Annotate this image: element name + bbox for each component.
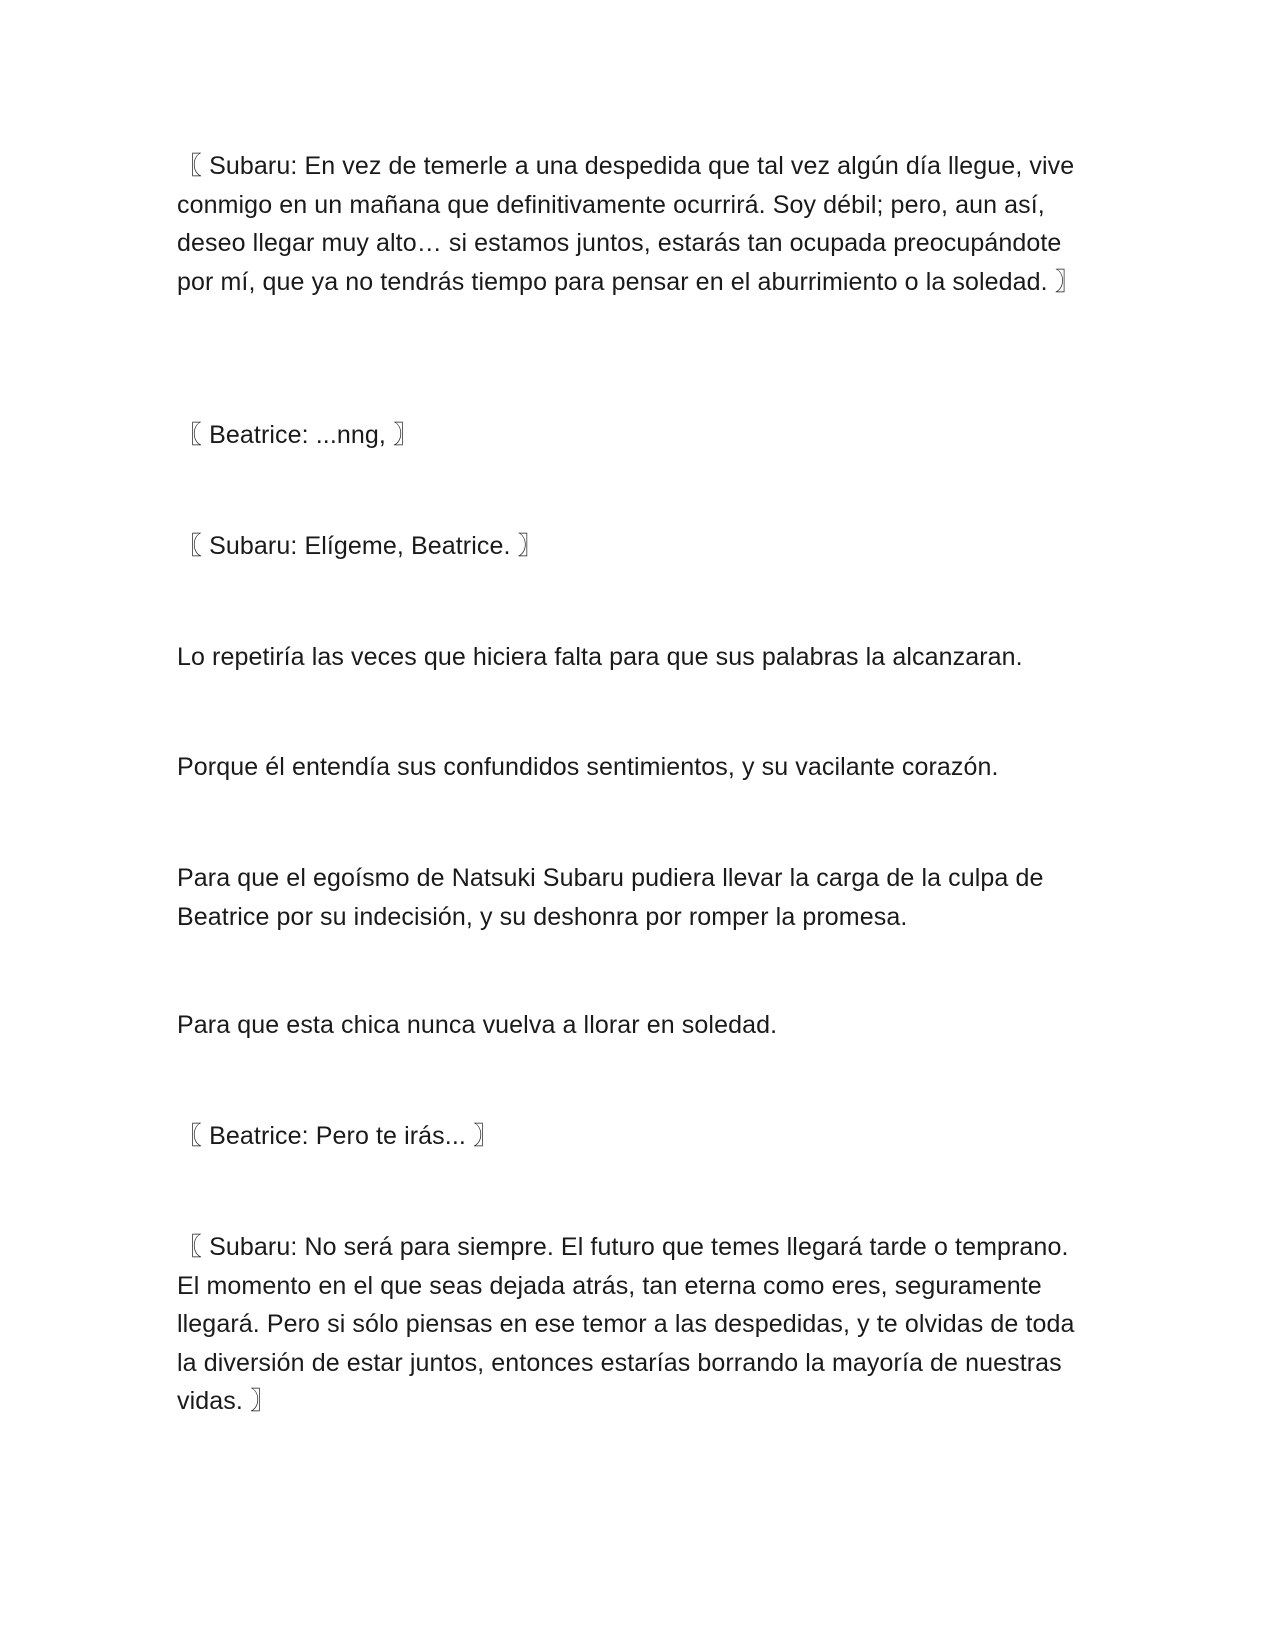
paragraph-beatrice-dialogue-2: 〖 Beatrice: Pero te irás... 〗 bbox=[177, 1122, 499, 1150]
paragraph-beatrice-dialogue-1: 〖 Beatrice: ...nng, 〗 bbox=[177, 421, 419, 449]
paragraph-narration-4: Para que esta chica nunca vuelva a llorar en soledad. bbox=[177, 1011, 778, 1039]
paragraph-subaru-dialogue-2: 〖 Subaru: Elígeme, Beatrice. 〗 bbox=[177, 532, 543, 560]
paragraph-subaru-dialogue-3: 〖 Subaru: No será para siempre. El futuro que temes llegará tarde o temprano. El momento en el que seas dejada atrás, tan eterna como eres, seguramente llegará. Pero si sólo piensas en ese temor a las despedidas, y te olvidas de toda la diversión de estar juntos, entonces estarías borrando la mayoría de nuestras vidas. 〗 bbox=[177, 1233, 1075, 1415]
paragraph-narration-2: Porque él entendía sus confundidos sentimientos, y su vacilante corazón. bbox=[177, 753, 999, 781]
paragraph-narration-1: Lo repetiría las veces que hiciera falta para que sus palabras la alcanzaran. bbox=[177, 643, 1023, 671]
paragraph-narration-3: Para que el egoísmo de Natsuki Subaru pudiera llevar la carga de la culpa de Beatrice por su indecisión, y su deshonra por romper la promesa. bbox=[177, 864, 1044, 931]
paragraph-subaru-dialogue-1: 〖 Subaru: En vez de temerle a una despedida que tal vez algún día llegue, vive conmigo en un mañana que definitivamente ocurrirá. Soy débil; pero, aun así, deseo llegar muy alto… si estamos juntos, estarás tan ocupada preocupándote por mí, que ya no tendrás tiempo para pensar en el aburrimiento o la soledad. 〗 bbox=[177, 152, 1080, 296]
